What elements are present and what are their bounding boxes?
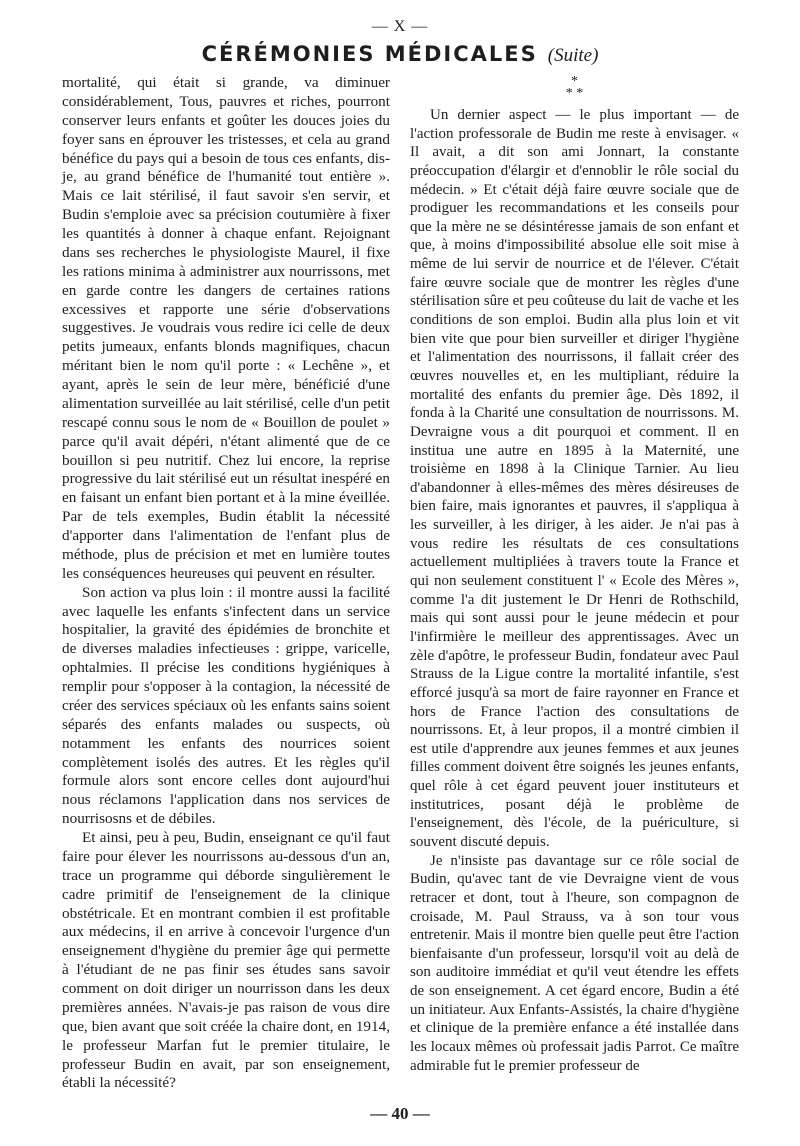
right-column: [410, 74, 739, 1075]
section-number: — X —: [371, 18, 429, 35]
paragraph: Un dernier aspect — le plus important — de l'action professorale de Budin me reste à envisager. « Il avait, a dit son ami Jonnart, la constante préoccupation d'élargir et d'ennoblir le rôle social du médecin. » Et c'était déjà faire œuvre sociale que de prodiguer les recommandations et les conseils pour que la mère ne se désintéresse jamais de son enfant et que, à moins d'impossibilité absolue elle soit mise à même de lui servir de nourrice et de l'élever. C'était faire œuvre sociale que de montrer les règles d'une stérilisation sûre et peu coûteuse du lait de vache et les conditions de son emploi. Budin alla plus loin et vit bien vite que pour bien surveiller et diriger l'hygiène et l'alimentation des nourrissons, il fallait créer des œuvres nouvelles et, en les multipliant, réduire la mortalité des enfants du premier âge. Dès 1892, il fonda à la Charité une consultation de nourrissons. M. Devraigne vous a dit pourquoi et comment. Il en institua une autre en 1895 à la Maternité, une troisième en 1898 à la Clinique Tarnier. Au lieu d'abandonner à elles-mêmes des mères désireuses de bien faire, mais ignorantes et pauvres, il s'appliqua à les surveiller, à les diriger, à les aider. Je n'ai pas à vous redire les résultats de ces consultations actuellement multipliées à travers toute la France et qui non seulement constituent l' « Ecole des Mères », comme l'a dit justement le Dr Henri de Rothschild, mais qui sont aussi pour le jeune médecin et pour l'infirmière le meilleur des apprentissages. Avec un zèle d'apôtre, le professeur Budin, fondateur avec Paul Strauss de la Ligue contre la mortalité infantile, s'est efforcé jusqu'à sa mort de faire rayonner en France et hors de France l'action des consultations de nourrissons. Et, à leur propos, il a montré cimbien il est utile d'apprendre aux jeunes femmes et aux jeunes filles comment doivent être soignés les jeunes enfants, quel rôle à cet égard peuvent jouer instituteurs et institutrices, posant déjà le problème de l'enseignement, dès l'école, de la puériculture, si souvent discuté depuis.: [410, 107, 739, 850]
paragraph: Je n'insiste pas davantage sur ce rôle social de Budin, qu'avec tant de vie Devraigne vient de vous retracer et dont, tout à l'heure, son compagnon de croisade, M. Paul Strauss, va à son tour vous entretenir. Mais il montre bien quelle peut être l'action bienfaisante d'un professeur, lorsqu'il voit au delà de son auditoire immédiat et qu'il veut étendre les effets de son enseignement. A cet égard encore, Budin a été un initiateur. Aux Enfants-Assistés, la chaire d'hygiène et clinique de la première enfance a été installée dans les locaux mêmes où professait jadis Parrot. Ce maître admirable fut le premier professeur de: [410, 852, 739, 1074]
asterism-bottom: * *: [565, 86, 584, 101]
title-suffix: (Suite): [547, 45, 599, 66]
title-text: CÉRÉMONIES MÉDICALES: [201, 42, 538, 66]
left-column: [62, 74, 390, 1093]
section-break-asterism: [410, 76, 739, 106]
page-number: — 40 —: [370, 1104, 430, 1123]
asterism-top: *: [571, 74, 578, 89]
paragraph: Son action va plus loin : il montre aussi la facilité avec laquelle les enfants s'infectent dans un service hospitalier, la gravité des épidémies de bronchite et de diverses maladies infectieuses : grippe, varicelle, ophtalmies. Il précise les conditions hygiéniques à remplir pour s'opposer à la contagion, la nécessité de créer des services spéciaux où les enfants sains soient séparés des enfants malades ou suspects, où notamment les enfants des nourrices soient complètement isolés des autres. Et les règles qu'il formule alors sont encore celles dont aujourd'hui nous réclamons l'application dans nos services de nourrisosns et de débiles.: [62, 583, 390, 828]
paragraph: mortalité, qui était si grande, va diminuer considérablement, Tous, pauvres et riches, pourront conserver leurs enfants et goûter les douces joies du foyer sans en éprouver les tristesses, et cela au grand bénéfice du pays qui a besoin de tous ces enfants, dis-je, au grand bénéfice de l'humanité tout entière ». Mais ce lait stérilisé, il faut savoir s'en servir, et Budin s'emploie avec sa précision coutumière à fixer les quantités à donner à chaque enfant. Rejoignant dans ses recherches le physiologiste Maurel, il fixe les rations minima à administrer aux nourrissons, met en garde contre les dangers de certaines rations excessives et rapporte une série d'observations suggestives. Je voudrais vous redire ici celle de deux petits jumeaux, enfants blonds magnifiques, chacun méritant bien le nom qu'il porte : « Lechêne », et ayant, après le sein de leur mère, bénéficié d'une alimentation surveillée au lait stérilisé, celle d'un petit rescapé connu sous le nom de « Bouillon de poulet » parce qu'il avait dépéri, n'étant alimenté que de ce bouillon si peu nutritif. Chez lui encore, la reprise progressive du lait stérilisé eut un résultat inespéré en en faisant un enfant bien portant et à la mine éveillée. Par de tels exemples, Budin établit la nécessité d'apporter dans l'alimentation de l'enfant plus de méthode, plus de précision et met en lumière toutes les conséquences heureuses qui peuvent en résulter.: [62, 74, 390, 582]
paragraph: Et ainsi, peu à peu, Budin, enseignant ce qu'il faut faire pour élever les nourrissons au-dessous d'un an, trace un programme qui déborde singulièrement le cadre primitif de l'enseignement de la clinique obstétricale. Et en montrant combien il est profitable aux médecins, il en arrive à concevoir l'urgence d'un enseignement d'hygiène du premier âge qui permette à l'étudiant de ne pas finir ses études sans savoir comment on doit diriger un nourrisson dans les deux premières années. N'avais-je pas raison de vous dire que, bien avant que soit créée la chaire dont, en 1914, le professeur Marfan fut le premier titulaire, le professeur Budin en avait, par son enseignement, établi la nécessité?: [62, 829, 390, 1092]
page-title: [0, 42, 800, 67]
